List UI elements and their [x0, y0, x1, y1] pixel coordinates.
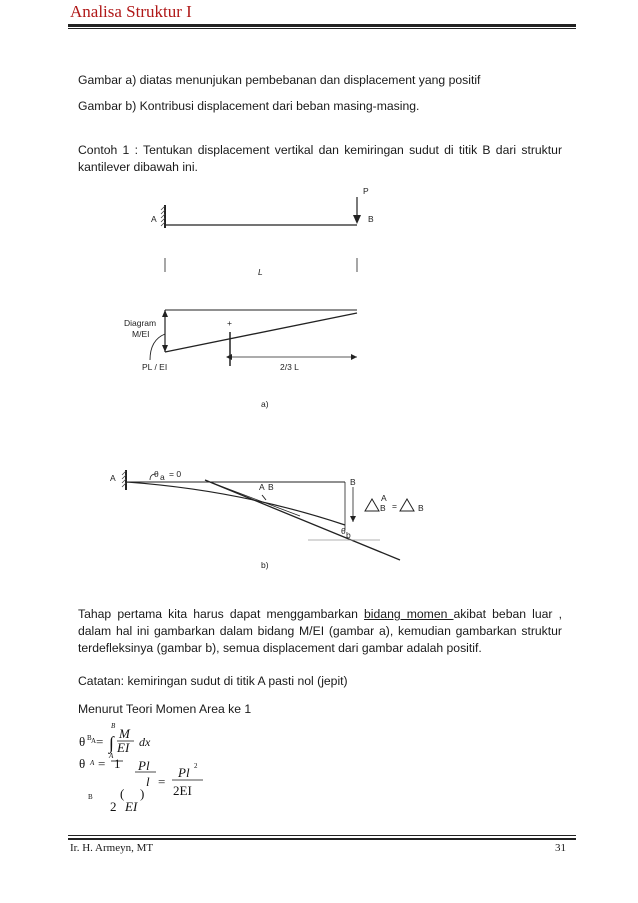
- theta-b-sub: b: [346, 530, 351, 540]
- eq1-theta: θ: [79, 734, 86, 749]
- eq2-two: 2: [110, 799, 117, 814]
- eq2-b-label: B: [88, 793, 93, 801]
- paragraph-1: Gambar a) diatas menunjukan pembebanan dan displacement yang positif: [78, 73, 481, 87]
- explanation-underlined: bidang momen: [364, 607, 454, 621]
- delta-bottom-label: B: [380, 503, 386, 513]
- theta-b-symbol: θ: [341, 526, 346, 536]
- explanation-text-end: akibat beban luar , dalam hal ini gambarkan dalam bidang M/EI (gambar a), kemudian gambarkan struktur terdefleksinya (gambar b), semua displacement dari gambar adalah positif.: [78, 607, 562, 655]
- figure-b-caption: b): [261, 560, 269, 570]
- figure-a-caption: a): [261, 399, 269, 409]
- centroid-label: 2/3 L: [280, 362, 299, 372]
- end-label-b-b: B: [350, 477, 356, 487]
- eq2-equals-2: =: [158, 774, 166, 789]
- footer-rule-thick: [68, 838, 576, 840]
- eq1-frac-den: EI: [117, 740, 130, 755]
- span-label: L: [258, 267, 263, 277]
- eq1-upper-limit: B: [111, 722, 116, 730]
- support-label-a-b: A: [110, 473, 116, 483]
- eq2-rparen: ): [140, 786, 145, 801]
- load-label: P: [363, 186, 369, 196]
- eq2-pl2: Pl: [178, 765, 190, 780]
- delta-top-label: A: [381, 493, 387, 503]
- example-paragraph: Contoh 1 : Tentukan displacement vertikal dan kemiringan sudut di titik B dari struktur kantilever dibawah ini.: [78, 143, 562, 174]
- note-paragraph: Catatan: kemiringan sudut di titik A pasti nol (jepit): [78, 674, 348, 688]
- explanation-text-start: Tahap pertama kita harus dapat menggambarkan: [78, 607, 365, 621]
- eq1-dx: dx: [139, 735, 151, 749]
- theta-a-sub: a: [160, 472, 165, 482]
- theta-a-eq: = 0: [169, 469, 182, 479]
- mid-label-a: A: [259, 482, 265, 492]
- eq2-2ei: 2EI: [173, 783, 192, 798]
- diagram-label-1: Diagram: [124, 318, 157, 328]
- eq2-pl: Pl: [138, 758, 150, 773]
- delta-right-label: B: [418, 503, 424, 513]
- eq1-sup: B: [87, 734, 92, 742]
- eq2-sub: A: [90, 759, 95, 767]
- eq2-one: 1: [114, 756, 121, 771]
- diagram-label-2: M/EI: [132, 329, 150, 339]
- eq2-ei: EI: [125, 799, 138, 814]
- eq2-theta: θ: [79, 756, 86, 771]
- eq1-frac-num: M: [119, 726, 130, 741]
- support-label-a: A: [151, 214, 157, 224]
- footer-rule: [68, 835, 576, 836]
- paragraph-2: Gambar b) Kontribusi displacement dari beban masing-masing.: [78, 99, 420, 113]
- eq2-lparen: (: [120, 786, 125, 801]
- mid-label-b: B: [268, 482, 274, 492]
- eq1-sub: A: [91, 737, 97, 745]
- eq2-squared: 2: [194, 762, 198, 770]
- eq1-lower-limit: A: [109, 752, 114, 760]
- theory-heading: Menurut Teori Momen Area ke 1: [78, 702, 252, 716]
- integral-sign: ∫: [109, 733, 114, 753]
- footer-author: Ir. H. Armeyn, MT: [70, 842, 154, 854]
- eq2-l: l: [146, 774, 150, 789]
- end-label-b: B: [368, 214, 374, 224]
- moment-value-label: PL / EI: [142, 362, 168, 372]
- header-title: Analisa Struktur I: [70, 2, 192, 21]
- page-number: 31: [555, 842, 566, 854]
- theta-a-symbol: θ: [154, 469, 159, 479]
- eq2-equals: =: [98, 756, 106, 771]
- delta-eq: =: [392, 501, 397, 511]
- eq1-equals: =: [96, 734, 104, 749]
- diagram-plus-sign: +: [227, 318, 232, 328]
